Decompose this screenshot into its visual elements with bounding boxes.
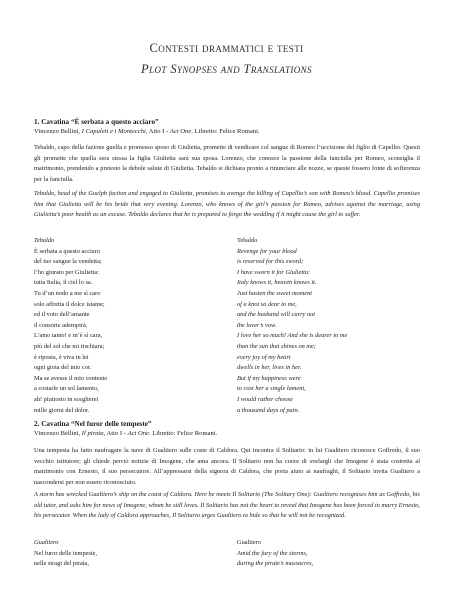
english-synopsis: Tebaldo, head of the Guelph faction and engaged to Giulietta, promises to avenge the killing of Capellio’s son with Romeo’s blood. Capellio promises him that Giulietta will be his bride that very evening. Lorenzo, who knows of the girl’s passion for Romeo, advises against the marriage, using Giulietta’s poor health as an excuse. Tebaldo declares that he is prepared to forgo the wedding if it might cause the girl to suffer. <box>34 190 420 219</box>
verse-line: every joy of my heart <box>237 353 291 361</box>
verse-line: È serbata a questo acciaro <box>34 247 100 255</box>
verse-line: Revenge for your blood <box>237 247 297 255</box>
credit-work-title: Il pirata <box>81 430 104 437</box>
credit-work-title: I Capuleti e i Montecchi <box>81 128 146 135</box>
character-name: Tebaldo <box>237 237 258 244</box>
verse-line: nelle stragi del pirata, <box>34 560 89 568</box>
verse-line: Tu d’un nodo a me sì caro <box>34 289 101 297</box>
page-subtitle: Plot Synopses and Translations <box>141 62 312 76</box>
italian-synopsis: Tebaldo, capo della fazione guelfa e promesso sposo di Giulietta, promette di vendicare col sangue di Romeo l’uccisione del figlio di Capellio. Questi gli promette che quella sera stessa la figlia Giulietta sarà sua sposa. Lorenzo, che conosce la passione della fanciulla per Romeo, sconsiglia il matrimonio, prendendo a pretesto la debole salute di Giulietta. Tebaldo si dichiara pronto a rinunciare alle nozze, se queste fossero fonte di sofferenza per la fanciulla. <box>34 144 420 183</box>
english-translation <box>237 538 313 570</box>
verse-line: il consorte adempirà. <box>34 321 88 329</box>
verse-line: I love her so much! And she is dearer to me <box>237 332 348 340</box>
credit-suffix: . Libretto: Felice Romani. <box>191 128 260 135</box>
italian-libretto <box>34 538 97 570</box>
verse-line: ogni gioia del mio cor. <box>34 364 92 372</box>
verse-line: I would rather choose <box>237 395 293 403</box>
verse-line: of a knot so dear to me, <box>237 300 297 308</box>
section-heading: 2. Cavatina “Nel furor delle tempeste” <box>34 420 152 428</box>
verse-line: the lover’s vow. <box>237 321 277 329</box>
section-credit <box>34 430 217 437</box>
verse-line: mille giorni del dolor. <box>34 406 90 414</box>
credit-act-english: Act One <box>127 430 149 437</box>
verse-line: Nel furor delle tempeste, <box>34 549 98 557</box>
verse-line: del tuo sangue la vendetta; <box>34 258 102 266</box>
verse-line: during the pirate’s massacres, <box>237 560 314 568</box>
verse-line: Italy knows it, heaven knows it. <box>237 279 317 287</box>
verse-line: L’amo tanto! e m’è sì cara, <box>34 332 103 340</box>
verse-line: Amid the fury of the storms, <box>237 549 308 557</box>
english-translation <box>237 236 347 416</box>
credit-act: , Atto I - <box>103 430 128 437</box>
verse-line: is reserved for this sword; <box>237 258 304 266</box>
italian-synopsis: Una tempesta ha fatto naufragare la nave di Gualtiero sulle coste di Caldora. Qui incontra il Solitario: in lui Gualtiero riconosce Goffredo, il suo vecchio istitutore; gli chiede perciò notizie di Imogene, che ama ancora. Il Solitario non ha cuore di svelargli che Imogene è stata costretta al matrimonio con Ernesto, il suo persecutore. All’appressarsi della signora di Caldora, che porta aiuto ai naufraghi, il Solitario invita Gualtiero a nascondersi per non essere riconosciuto. <box>34 447 420 486</box>
verse-line: ah! piuttosto in sceglierei <box>34 395 99 403</box>
verse-line: ed il voto dell’amante <box>34 311 90 319</box>
verse-line: I have sworn it for Giulietta: <box>237 268 311 276</box>
verse-line: than the sun that shines on me; <box>237 342 316 350</box>
verse-line: But if my happiness were <box>237 374 301 382</box>
credit-act: , Atto I - <box>145 128 170 135</box>
section-credit <box>34 128 260 135</box>
verse-line: to cost her a single lament, <box>237 385 306 393</box>
verse-line: dwells in her, lives in her. <box>237 364 302 372</box>
credit-prefix: Vincenzo Bellini, <box>34 128 82 135</box>
character-name: Gualtiero <box>34 539 59 546</box>
credit-prefix: Vincenzo Bellini, <box>34 430 82 437</box>
section-heading: 1. Cavatina “È serbata a questo acciaro” <box>34 118 159 126</box>
character-name: Tebaldo <box>34 237 55 244</box>
credit-suffix: . Libretto: Felice Romani. <box>148 430 218 437</box>
italian-libretto <box>34 236 107 416</box>
verse-line: l’ho giurato per Giulietta: <box>34 268 100 276</box>
verse-line: tutta Italia, il ciel lo sa. <box>34 279 93 287</box>
verse-line: è riposta, è viva in lei <box>34 353 89 361</box>
page-title: Contesti drammatici e testi <box>149 41 304 55</box>
character-name: Gualtiero <box>237 539 261 546</box>
verse-line: solo affretta il dolce istante; <box>34 300 105 308</box>
verse-line: a costarle un sol lamento, <box>34 385 99 393</box>
english-synopsis: A storm has wrecked Gualtiero’s ship on the coast of Caldora. Here he meets Il Solitario (The Solitary One): Gualtiero recognises him as Goffredo, his old tutor, and asks him for news of Imogene, whom he still loves. Il Solitario has not the heart to reveal that Imogene has been forced to marry Ernesto, his persecutor. When the lady of Caldora approaches, Il Solitario urges Gualtiero to hide so that he will not be recognized. <box>34 491 420 520</box>
credit-act-english: Act One <box>169 128 192 135</box>
verse-line: più del sol che mi rischiara; <box>34 342 105 350</box>
verse-line: Ma se avesse il mio contento <box>34 374 108 382</box>
verse-line: and the husband will carry out <box>237 311 316 319</box>
verse-line: Just hasten the sweet moment <box>237 289 313 297</box>
verse-line: a thousand days of pain. <box>237 406 300 414</box>
